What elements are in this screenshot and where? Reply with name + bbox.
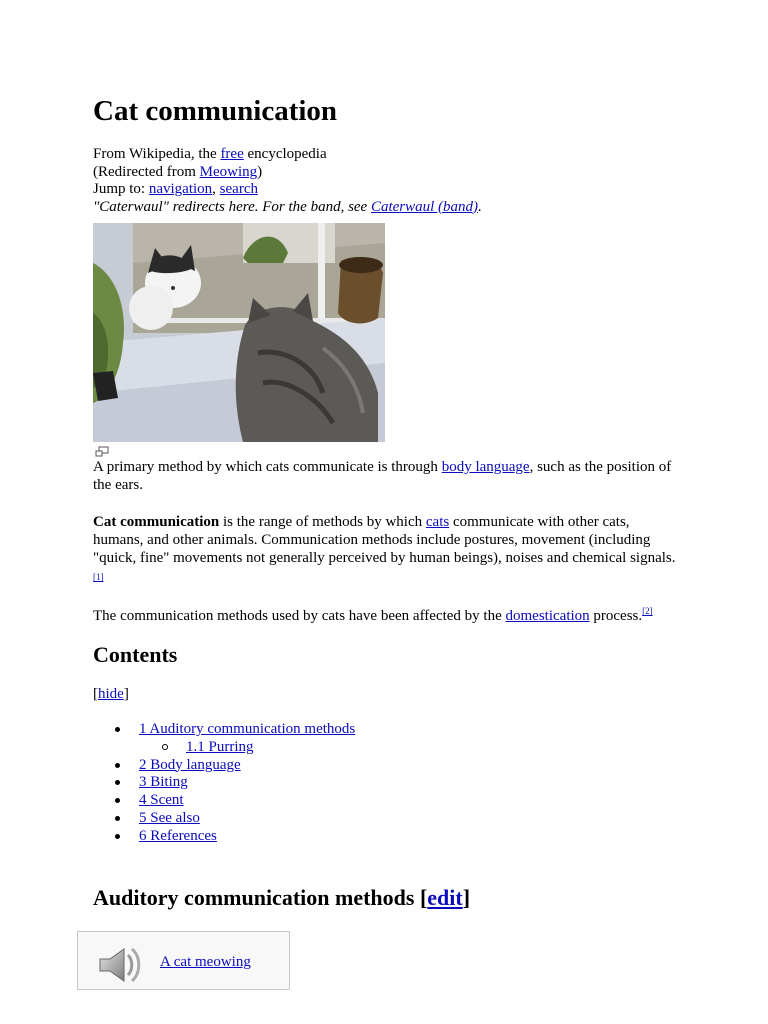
- navigation-link[interactable]: navigation: [148, 181, 213, 197]
- toc-link-purring[interactable]: 1.1 Purring: [186, 738, 254, 755]
- toc-link-biting[interactable]: 3 Biting: [139, 774, 188, 791]
- toc-link-see-also[interactable]: 5 See also: [139, 809, 200, 826]
- audio-player-box: [77, 931, 290, 990]
- edit-section-link[interactable]: edit: [427, 885, 463, 910]
- cats-photo[interactable]: [93, 223, 385, 442]
- enlarge-icon[interactable]: [95, 446, 109, 458]
- image-caption: A primary method by which cats communicate is through body language, such as the position of the ears.: [93, 459, 672, 493]
- toc-item: [93, 827, 355, 845]
- hide-toc-link[interactable]: hide: [98, 686, 124, 702]
- contents-heading: Contents: [93, 642, 178, 667]
- domestication-link[interactable]: domestication: [505, 608, 590, 624]
- hatnote: "Caterwaul" redirects here. For the band, see Caterwaul (band).: [93, 198, 482, 215]
- toc-item: [93, 809, 355, 827]
- redirect-note: (Redirected from Meowing): [93, 163, 263, 180]
- body-language-link[interactable]: body language: [441, 459, 530, 475]
- caterwaul-band-link[interactable]: Caterwaul (band): [370, 198, 479, 215]
- toc-item: [93, 791, 355, 809]
- toc-item: [93, 738, 355, 756]
- toc-link-body-language[interactable]: 2 Body language: [139, 756, 241, 773]
- page-title: Cat communication: [93, 95, 338, 127]
- cats-link[interactable]: cats: [425, 514, 450, 530]
- toc-toggle: [hide]: [93, 686, 129, 702]
- meowing-link[interactable]: Meowing: [199, 163, 258, 180]
- toc-link-references[interactable]: 6 References: [139, 827, 217, 844]
- domestication-paragraph: The communication methods used by cats have been affected by the domestication process.[2]: [93, 606, 653, 624]
- free-link[interactable]: free: [220, 146, 244, 162]
- ref-1-link[interactable]: [1]: [93, 572, 104, 582]
- table-of-contents: [93, 720, 355, 845]
- ref-2-link[interactable]: [2]: [642, 606, 653, 616]
- cat-meowing-audio-link[interactable]: A cat meowing: [160, 954, 251, 970]
- section-heading-auditory: Auditory communication methods [edit]: [93, 885, 471, 910]
- toc-link-scent[interactable]: 4 Scent: [139, 792, 184, 809]
- cats-photo-image: [93, 223, 385, 442]
- intro-paragraph: Cat communication is the range of methods by which cats communicate with other cats, humans, and other animals. Communication methods include postures, movement (including "quick, fine" movements not generally perceived by human beings), noises and chemical signals.[1]: [93, 514, 676, 582]
- site-sub: From Wikipedia, the free encyclopedia: [93, 146, 327, 162]
- toc-item: [93, 720, 355, 738]
- jump-to: Jump to: navigation, search: [93, 181, 258, 197]
- toc-item: [93, 773, 355, 791]
- toc-link-auditory[interactable]: 1 Auditory communication methods: [139, 721, 356, 737]
- article-meta: [93, 145, 683, 215]
- toc-item: [93, 756, 355, 774]
- search-link[interactable]: search: [219, 181, 258, 197]
- speaker-icon[interactable]: [94, 941, 146, 985]
